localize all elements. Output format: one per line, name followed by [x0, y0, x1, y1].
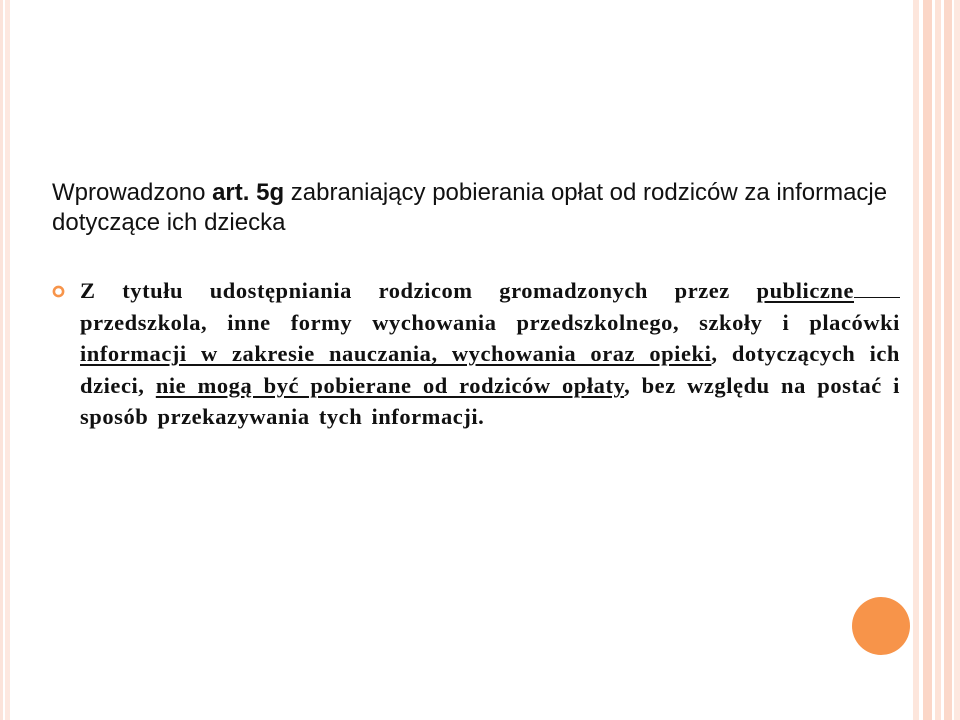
right-decor-stripe [913, 0, 919, 720]
bullet-segment: przedszkola, inne formy wychowania przedszkolnego, szkoły i placówki [80, 309, 900, 335]
right-decor-stripe [944, 0, 952, 720]
heading-article-ref: art. 5g [212, 179, 285, 206]
bullet-segment: , dotyczących ich dzieci, [80, 341, 900, 398]
heading-text: zabraniający pobierania opłat od rodziców za informacje dotyczące ich dziecka [52, 179, 888, 236]
underlined-segment: informacji w zakresie nauczania, wychowania oraz opieki [80, 341, 712, 366]
right-decor-stripe [923, 0, 932, 720]
bullet-item [52, 275, 900, 433]
underlined-segment: publiczne [756, 278, 854, 303]
right-decor-stripe [935, 0, 941, 720]
underline-gap [854, 275, 900, 298]
decorative-orange-circle [852, 597, 910, 655]
heading-text: Wprowadzono [52, 179, 213, 206]
bullet-text [80, 275, 900, 433]
ring-bullet-icon [52, 285, 65, 298]
slide-heading [52, 178, 892, 238]
bullet-segment: , bez względu na postać i sposób przekazywania tych informacji. [80, 372, 900, 429]
left-decor-stripe [0, 0, 3, 720]
right-decor-stripe [954, 0, 960, 720]
bullet-segment: Z tytułu udostępniania rodzicom gromadzonych przez [80, 278, 757, 303]
left-decor-stripe [5, 0, 10, 720]
underlined-segment: nie mogą być pobierane od rodziców opłaty [155, 372, 625, 398]
